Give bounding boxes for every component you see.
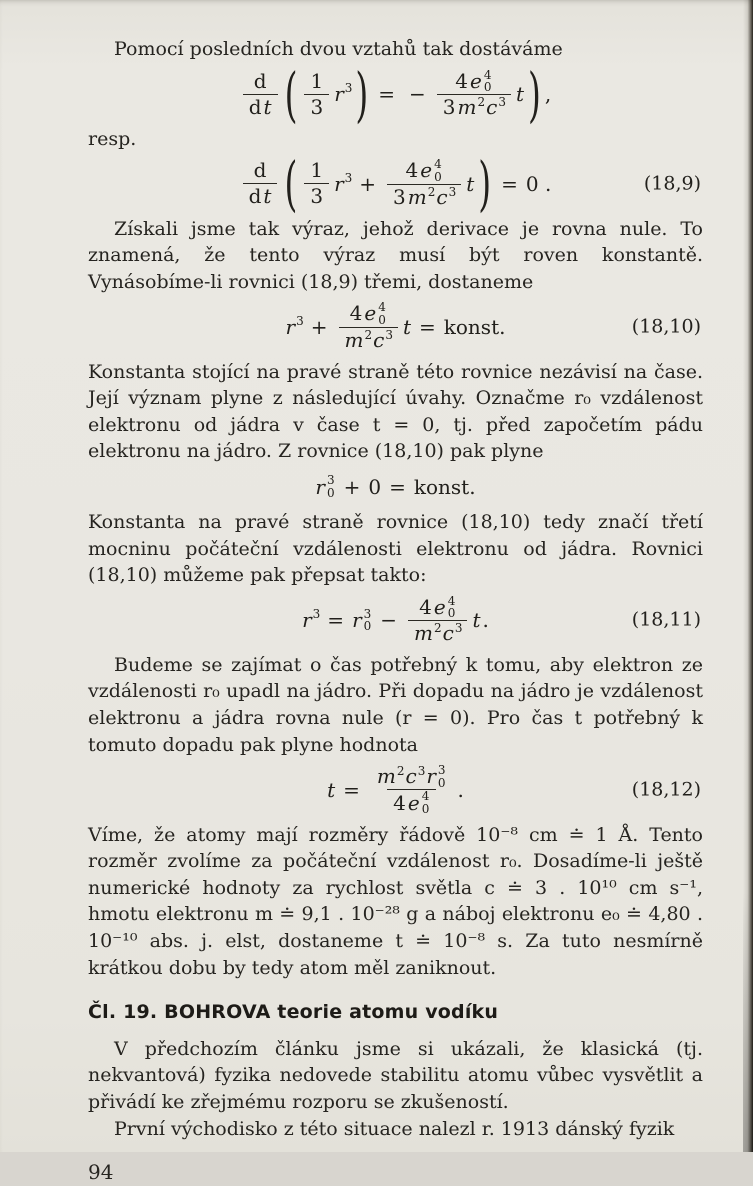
equation-18-9 (88, 148, 703, 220)
paragraph-konstanta-2: Konstanta na pravé straně rovnice (18,10) tedy značí třetí mocninu počáteční vzdálenosti elektronu od jádra. Rovnici (18,10) můžeme pak přepsat takto: (88, 510, 703, 587)
page-number: 94 (88, 1160, 114, 1185)
equation-tag: (18,12) (631, 778, 701, 801)
paragraph-konstanta-1: Konstanta stojící na pravé straně této rovnice nezávisí na čase. Její význam plyne z následující úvahy. Označme r₀ vzdálenost elektronu od jádra v čase t = 0, tj. před započetím pádu elektronu na jádro. Z rovnice (18,10) pak plyne (88, 360, 703, 463)
equation-math: d d t ( $\frac{1}{3}$ r 3 + 4 e 4 0 3 m 2 c 3 t ) = 0 . (239, 158, 553, 209)
paragraph-derivace: Získali jsme tak výraz, jehož derivace je rovna nule. To znamená, že tento výraz musí být roven konstantě. Vynásobíme-li rovnici (18,9) třemi, dostaneme (88, 217, 703, 293)
paragraph-vime: Víme, že atomy mají rozměry řádově 10⁻⁸ cm ≐ 1 Å. Tento rozměr zvolíme za počáteční vzdálenost r₀. Dosadíme-li ještě numerické hodnoty za rychlost světla c ≐ 3 . 10¹⁰ cm s⁻¹, hmotu elektronu m ≐ 9,1 . 10⁻²⁸ g a náboj elektronu e₀ ≐ 4,80 . 10⁻¹⁰ abs. j. elst, dostaneme t ≐ 10⁻⁸ s. Za tuto nesmírně krátkou dobu by tedy atom měl zaniknout. (88, 823, 703, 979)
paragraph-budeme: Budeme se zajímat o čas potřebný k tomu, aby elektron ze vzdálenosti r₀ upadl na jádro. Při dopadu na jádro je vzdálenost elektronu a jádra rovna nule (r = 0). Pro čas t potřebný k tomuto dopadu pak plyne hodnota (88, 653, 703, 756)
equation-tag: (18,11) (631, 608, 701, 631)
equation-konst (88, 471, 703, 503)
equation-18-10 (88, 301, 703, 352)
paragraph-predchozi: V předchozím článku jsme si ukázali, že klasická (tj. nekvantová) fyzika nedovede stabilitu atomu vůbec vysvětlit a přivádí ke zřejmému rozporu se zkušeností. (88, 1037, 703, 1113)
equation-math: r 3 + 4 e 4 0 m 2 c 3 t = konst. (285, 300, 506, 352)
section-heading: Čl. 19. BOHROVA teorie atomu vodíku (88, 1001, 499, 1024)
book-edge-shadow (743, 0, 753, 1152)
paragraph-prvni: První východisko z této situace nalezl r. 1913 dánský fyzik (114, 1117, 675, 1140)
resp-label: resp. (88, 127, 137, 150)
equation-math: t = m 2 c 3 r 3 0 4 e 4 0 . (327, 763, 464, 817)
equation-18-11 (88, 595, 703, 646)
equation-tag: (18,9) (643, 172, 701, 195)
equation-derivative-pair (88, 59, 703, 130)
equation-math: d d t ( $\frac{1}{3}$ r 3 ) = − 4 e 4 0 3 m 2 c 3 t ) , (239, 69, 553, 120)
equation-math: r 3 0 + 0 = konst. (315, 473, 476, 500)
equation-18-12 (88, 764, 703, 815)
paragraph-intro: Pomocí posledních dvou vztahů tak dostáváme (114, 38, 563, 60)
equation-math: r 3 = r 3 0 − 4 e 4 0 m 2 c 3 t . (302, 593, 489, 645)
equation-tag: (18,10) (631, 315, 701, 338)
